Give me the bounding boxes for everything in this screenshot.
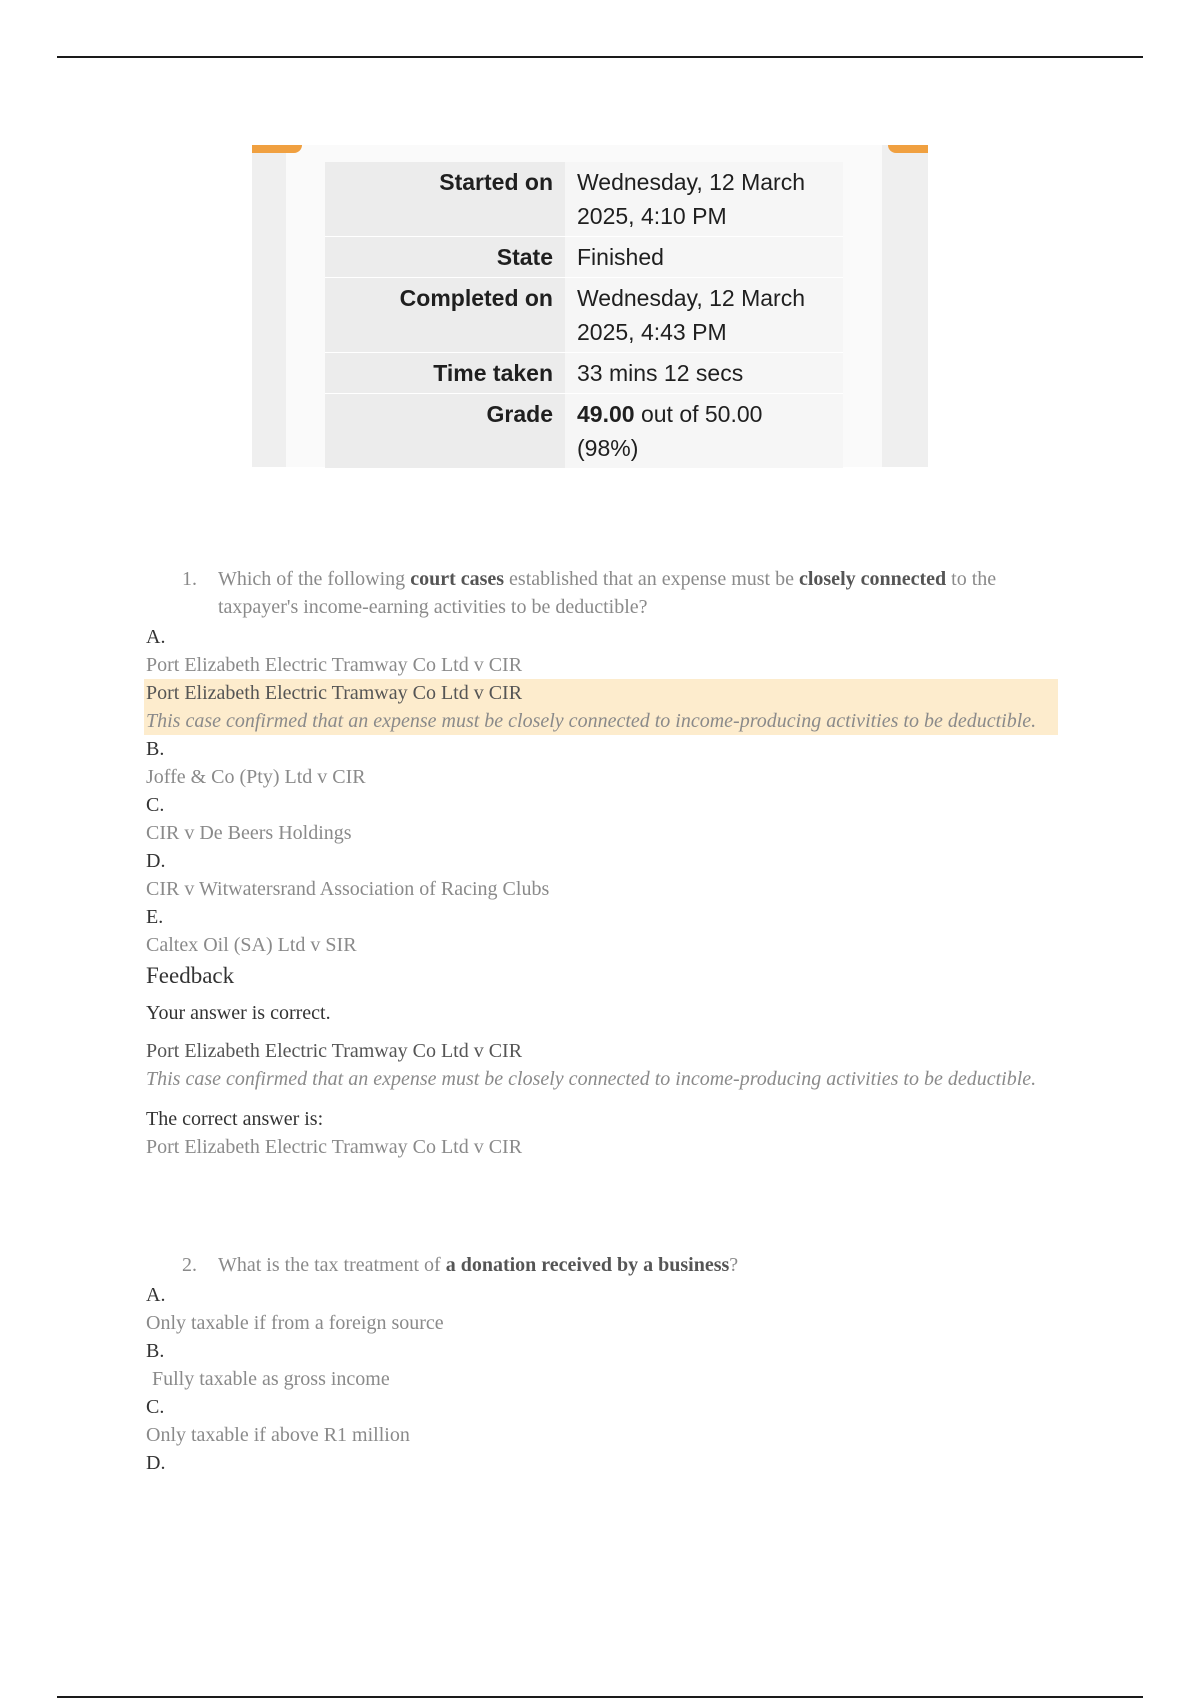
grade-out-of: out of 50.00 bbox=[634, 401, 763, 427]
option-letter: C. bbox=[146, 1396, 165, 1418]
question-stem bbox=[146, 565, 1058, 621]
quiz-summary-table bbox=[325, 162, 843, 469]
option-text: CIR v Witwatersrand Association of Racing Clubs bbox=[146, 878, 550, 900]
summary-label: Grade bbox=[325, 394, 565, 469]
question-number: 1. bbox=[182, 568, 197, 590]
option-text: Only taxable if above R1 million bbox=[146, 1424, 410, 1446]
question-text: What is the tax treatment of a donation received by a business? bbox=[218, 1254, 739, 1276]
summary-label: Started on bbox=[325, 162, 565, 237]
correct-answer-text: Port Elizabeth Electric Tramway Co Ltd v CIR bbox=[146, 1136, 523, 1158]
page-top-rule bbox=[57, 56, 1143, 58]
accent-tab-right bbox=[888, 145, 928, 153]
option-letter: E. bbox=[146, 906, 164, 928]
panel-right-strip bbox=[882, 145, 928, 467]
option-letter: A. bbox=[146, 1284, 166, 1306]
correct-answer-label: The correct answer is: bbox=[146, 1108, 324, 1130]
option-text: CIR v De Beers Holdings bbox=[146, 822, 352, 844]
option-letter: C. bbox=[146, 794, 165, 816]
question-number: 2. bbox=[182, 1254, 197, 1276]
selected-answer-highlight bbox=[144, 679, 1058, 735]
summary-value bbox=[565, 394, 843, 469]
summary-value: 33 mins 12 secs bbox=[565, 353, 843, 394]
feedback-answer-explanation: This case confirmed that an expense must be closely connected to income-producing activities to be deductible. bbox=[146, 1068, 1037, 1090]
summary-label: Completed on bbox=[325, 278, 565, 353]
option-letter: A. bbox=[146, 626, 166, 648]
panel-left-strip bbox=[252, 145, 286, 467]
summary-row-time-taken bbox=[325, 353, 843, 394]
questions-content bbox=[146, 565, 1058, 1477]
accent-tab-left bbox=[252, 145, 302, 153]
question-2 bbox=[146, 1251, 1058, 1477]
feedback-result: Your answer is correct. bbox=[146, 1002, 331, 1024]
feedback-answer-title: Port Elizabeth Electric Tramway Co Ltd v CIR bbox=[146, 1040, 523, 1062]
summary-value: Wednesday, 12 March 2025, 4:10 PM bbox=[565, 162, 843, 237]
option-text: Only taxable if from a foreign source bbox=[146, 1312, 444, 1334]
feedback-heading: Feedback bbox=[146, 963, 235, 988]
summary-value: Finished bbox=[565, 237, 843, 278]
option-letter: D. bbox=[146, 1452, 166, 1474]
summary-row-state bbox=[325, 237, 843, 278]
selected-answer-explanation: This case confirmed that an expense must be closely connected to income-producing activities to be deductible. bbox=[146, 710, 1037, 732]
option-letter: B. bbox=[146, 1340, 165, 1362]
summary-row-started bbox=[325, 162, 843, 237]
option-letter: B. bbox=[146, 738, 165, 760]
page-bottom-rule bbox=[57, 1696, 1143, 1698]
summary-row-completed bbox=[325, 278, 843, 353]
summary-value: Wednesday, 12 March 2025, 4:43 PM bbox=[565, 278, 843, 353]
question-text: Which of the following court cases established that an expense must be closely connected to the taxpayer's income-earning activities to be deductible? bbox=[218, 568, 997, 618]
option-text: Fully taxable as gross income bbox=[152, 1368, 390, 1390]
selected-answer-title: Port Elizabeth Electric Tramway Co Ltd v CIR bbox=[146, 682, 523, 704]
grade-percent: (98%) bbox=[577, 435, 639, 461]
option-text: Caltex Oil (SA) Ltd v SIR bbox=[146, 934, 357, 956]
option-text: Port Elizabeth Electric Tramway Co Ltd v CIR bbox=[146, 654, 523, 676]
question-1 bbox=[146, 565, 1058, 1161]
question-stem bbox=[146, 1251, 1058, 1279]
summary-label: Time taken bbox=[325, 353, 565, 394]
option-text: Joffe & Co (Pty) Ltd v CIR bbox=[146, 766, 366, 788]
option-letter: D. bbox=[146, 850, 166, 872]
grade-score: 49.00 bbox=[577, 401, 635, 427]
summary-row-grade bbox=[325, 394, 843, 469]
summary-label: State bbox=[325, 237, 565, 278]
